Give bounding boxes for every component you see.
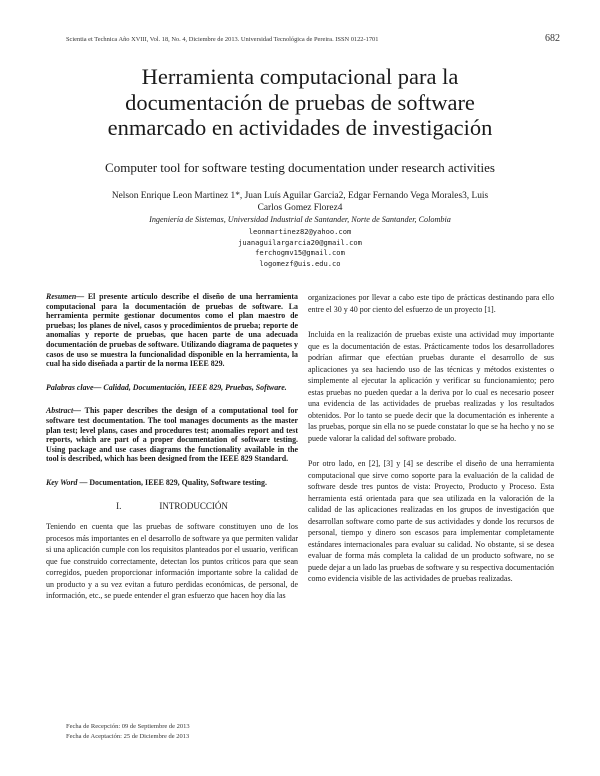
section-number: I. xyxy=(116,500,122,511)
right-column xyxy=(308,292,554,599)
palabras-clave-text: Calidad, Documentación, IEEE 829, Pruebas, Software. xyxy=(101,382,287,392)
author-list xyxy=(60,190,540,214)
resumen-paragraph xyxy=(46,292,298,369)
received-date: Fecha de Recepción: 09 de Septiembre de 2013 xyxy=(66,723,190,730)
palabras-clave-lead: Palabras clave— xyxy=(46,382,102,392)
author-line-2: Carlos Gomez Florez4 xyxy=(257,203,343,213)
running-header: Scientia et Technica Año XVIII, Vol. 18, No. 4, Diciembre de 2013. Universidad Tecnológica de Pereira. ISSN 0122-1701 xyxy=(66,36,379,43)
abstract-text: This paper describes the design of a computational tool for software test documentation. The tool manages documents as the master plan test; level plans, cases and procedures test; anomalies report and test reports, which are part of a proper documentation of software testing. Using package and use cases diagrams the functionality available in the tool is described, which has been designed from the IEEE 829 Standard. xyxy=(46,406,298,464)
left-column xyxy=(46,292,298,614)
section-title: INTRODUCCIÓN xyxy=(159,500,228,511)
abstract-lead: Abstract— xyxy=(46,406,82,416)
paper-title xyxy=(40,64,560,141)
email-4: logomezf@uis.edu.co xyxy=(259,258,341,268)
key-word-paragraph xyxy=(46,478,298,488)
title-line-3: enmarcado en actividades de investigación xyxy=(107,115,493,140)
email-2: juanaguilargarcia20@gmail.com xyxy=(238,237,362,247)
date-footnote xyxy=(66,722,366,742)
author-line-1: Nelson Enrique Leon Martinez 1*, Juan Luís Aguilar Garcia2, Edgar Fernando Vega Morales3, Luis xyxy=(111,191,489,201)
right-paragraph-1: organizaciones por llevar a cabo este tipo de prácticas destinando para ello entre el 30 y 40 por ciento del esfuerzo de un proyecto [1]. xyxy=(308,293,554,314)
page-number: 682 xyxy=(545,33,560,44)
right-paragraph-3: Por otro lado, en [2], [3] y [4] se describe el diseño de una herramienta computacional que sirve como soporte para la evaluación de la calidad de software desde tres puntos de vista: Proyecto, Producto y Proceso. Esta herramienta está orientada para que sea utilizada en la valoración de la calidad de las aplicaciones realizadas en los grupos de investigación que desarrollan software como parte de sus actividades y donde los recursos de personal, tiempo y dinero son escasos para implementar completamente estándares internacionales para evaluar su calidad. No obstante, si se desea evaluar de forma más completa la calidad de un producto software, no se puede dejar a un lado las pruebas de software y su respectiva documentación como evidencia visible de las actividades de pruebas realizadas. xyxy=(308,459,554,583)
intro-paragraph: Teniendo en cuenta que las pruebas de software constituyen uno de los procesos más importantes en el desarrollo de software ya que permiten validar si una aplicación cumple con los requisitos planteados por el usuario, verifican que fue construido correctamente, detectan los puntos críticos para que sean corregidos, pueden proporcionar información importante sobre la calidad de un producto y a su vez evitan a futuro perdidas económicas, de personal, de información, etc., se puede entender el gran esfuerzo que hacen hoy día las xyxy=(46,522,298,601)
accepted-date: Fecha de Aceptación: 25 de Diciembre de 2013 xyxy=(66,733,190,740)
section-heading-introduccion xyxy=(46,502,298,512)
right-paragraph-2: Incluida en la realización de pruebas existe una actividad muy importante que es la documentación de estas. Prácticamente todos los desarrolladores podrían afirmar que efectúan pruebas durante el desarrollo de sus aplicaciones ya sea haciendo uso de las técnicas y métodos existentes o simplemente al ejecutar la aplicación y verificar su funcionamiento; pero estas pruebas no pueden quedar a la deriva por lo cual es necesario poseer una evidencia de las actividades de pruebas realizadas y los resultados obtenidos. Por lo tanto se puede decir que la documentación es inherente a las pruebas, porque sin ella no se puede constatar lo que se ha hecho y no se puede valorar la calidad del software probado. xyxy=(308,330,554,443)
english-title: Computer tool for software testing documentation under research activities xyxy=(105,160,495,175)
affiliation: Ingeniería de Sistemas, Universidad Industrial de Santander, Norte de Santander, Colombia xyxy=(149,215,451,224)
abstract-paragraph xyxy=(46,406,298,464)
title-line-2: documentación de pruebas de software xyxy=(125,89,475,115)
email-3: ferchogmv15@gmail.com xyxy=(255,248,345,257)
email-list xyxy=(140,227,460,269)
resumen-lead: Resumen— xyxy=(46,292,85,301)
resumen-text: El presente artículo describe el diseño de una herramienta computacional para la documentación de pruebas de software. La herramienta permite gestionar documentos como el plan maestro de pruebas; los planes de nivel, casos y procedimientos de prueba; reporte de anomalías y reporte de pruebas, que hacen parte de una adecuada documentación de pruebas de software. Utilizando diagrama de paquetes y casos de uso se muestra la funcionalidad disponible en la herramienta, la cual ha sido diseñada a partir de la norma IEEE 829. xyxy=(46,292,298,369)
title-line-1: Herramienta computacional para la xyxy=(141,64,459,89)
palabras-clave-paragraph xyxy=(46,383,298,393)
key-word-text: — Documentation, IEEE 829, Quality, Software testing. xyxy=(77,477,267,487)
email-1: leonmartinez82@yahoo.com xyxy=(248,227,352,236)
key-word-lead: Key Word xyxy=(46,477,78,487)
